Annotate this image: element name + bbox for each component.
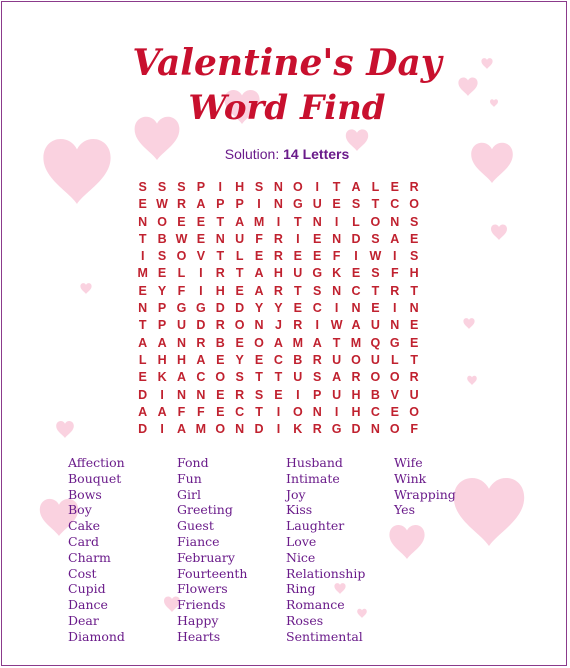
grid-letter: N	[138, 301, 148, 316]
grid-letter: N	[273, 180, 283, 194]
grid-letter: E	[409, 318, 419, 333]
grid-letter: A	[332, 370, 342, 385]
grid-letter: T	[332, 180, 341, 194]
grid-letter: T	[274, 370, 283, 385]
grid-letter: R	[273, 231, 283, 246]
grid-letter: C	[273, 352, 283, 367]
grid-letter: R	[409, 370, 419, 385]
grid-letter: W	[330, 318, 343, 333]
grid-letter: U	[409, 387, 419, 402]
grid-row	[133, 248, 424, 265]
grid-letter: N	[390, 318, 400, 333]
grid-letter: B	[157, 231, 167, 246]
grid-letter: F	[332, 249, 341, 264]
word-list-item: Guest	[177, 518, 214, 534]
grid-letter: E	[390, 180, 399, 194]
grid-letter: R	[409, 180, 419, 194]
word-list-item: Romance	[286, 597, 345, 613]
word-list-item: Wrapping	[394, 486, 456, 502]
grid-letter: A	[157, 404, 167, 419]
grid-letter: I	[160, 387, 164, 402]
grid-letter: E	[138, 283, 147, 298]
grid-letter: A	[196, 197, 206, 212]
grid-letter: G	[196, 301, 206, 316]
grid-row	[133, 335, 424, 352]
grid-letter: S	[313, 370, 322, 385]
word-column-2	[177, 455, 247, 645]
grid-letter: M	[253, 214, 265, 229]
grid-letter: D	[235, 301, 245, 316]
grid-letter: O	[215, 422, 226, 437]
grid-letter: F	[197, 404, 205, 419]
grid-letter: G	[312, 266, 323, 281]
word-list-item: Roses	[286, 612, 324, 628]
solution-line	[2, 146, 567, 162]
grid-letter: R	[215, 266, 225, 281]
page-frame	[1, 1, 567, 666]
word-list-item: Bouquet	[68, 470, 122, 486]
grid-letter: R	[176, 197, 186, 212]
grid-letter: K	[157, 370, 167, 385]
word-list-item: Boy	[68, 502, 92, 518]
grid-letter: V	[196, 249, 206, 264]
heart-icon	[454, 478, 524, 546]
grid-letter: O	[389, 422, 400, 437]
word-list-item: Card	[68, 533, 99, 549]
grid-letter: U	[293, 370, 303, 385]
solution-value: 14 Letters	[283, 146, 350, 162]
grid-letter: P	[216, 197, 225, 212]
grid-letter: U	[332, 352, 342, 367]
grid-letter: U	[370, 352, 380, 367]
word-list-item: Dear	[68, 612, 99, 628]
grid-letter: I	[296, 387, 300, 402]
word-list-item: Nice	[286, 549, 316, 565]
grid-letter: E	[235, 335, 244, 350]
grid-letter: C	[390, 197, 400, 212]
grid-row	[133, 421, 424, 438]
grid-letter: E	[157, 266, 167, 281]
grid-letter: G	[176, 301, 187, 316]
grid-letter: I	[393, 249, 397, 264]
grid-row	[133, 352, 424, 369]
grid-letter: I	[140, 249, 145, 264]
grid-letter: T	[371, 283, 380, 298]
grid-letter: B	[293, 352, 303, 367]
grid-letter: R	[351, 370, 361, 385]
word-list-item: Love	[286, 533, 317, 549]
grid-row	[133, 300, 424, 317]
grid-letter: E	[216, 387, 225, 402]
grid-letter: I	[199, 266, 203, 281]
grid-letter: A	[176, 422, 186, 437]
grid-letter: B	[370, 387, 380, 402]
word-list-item: Fun	[177, 470, 202, 486]
grid-letter: F	[177, 283, 186, 298]
heart-icon	[491, 225, 507, 240]
grid-letter: U	[312, 197, 322, 212]
grid-letter: E	[313, 231, 322, 246]
grid-letter: Y	[157, 283, 167, 298]
grid-letter: S	[235, 370, 244, 385]
grid-letter: C	[312, 301, 322, 316]
grid-letter: C	[351, 283, 361, 298]
grid-letter: W	[156, 197, 168, 212]
grid-letter: I	[393, 301, 397, 316]
grid-letter: I	[199, 283, 203, 298]
grid-row	[133, 404, 424, 421]
grid-letter: E	[254, 249, 264, 264]
grid-letter: S	[351, 197, 361, 212]
grid-letter: D	[351, 422, 361, 437]
grid-letter: F	[255, 231, 263, 246]
grid-letter: T	[255, 370, 263, 385]
grid-letter: O	[370, 214, 381, 229]
word-list-item: Laughter	[286, 518, 345, 534]
grid-letter: K	[293, 422, 303, 437]
grid-letter: T	[371, 197, 380, 212]
word-list-item: Happy	[177, 612, 219, 628]
grid-letter: C	[196, 370, 206, 385]
grid-letter: Q	[370, 335, 381, 350]
grid-letter: D	[196, 318, 206, 333]
grid-letter: E	[409, 335, 419, 350]
grid-letter: H	[157, 352, 167, 367]
grid-letter: M	[292, 335, 304, 350]
word-list-item: Husband	[286, 455, 343, 470]
grid-letter: N	[370, 422, 380, 437]
grid-letter: A	[176, 370, 186, 385]
grid-letter: E	[196, 231, 206, 246]
word-list-item: Wife	[394, 455, 423, 470]
grid-letter: E	[332, 197, 341, 212]
grid-letter: T	[294, 283, 302, 298]
grid-letter: W	[369, 249, 382, 264]
heart-icon	[467, 376, 477, 385]
word-list-item: Fourteenth	[177, 565, 248, 581]
grid-letter: D	[138, 387, 148, 402]
grid-row	[133, 265, 424, 282]
grid-letter: O	[157, 214, 167, 229]
word-list-item: Flowers	[177, 581, 228, 597]
grid-letter: E	[235, 283, 244, 298]
grid-letter: T	[294, 214, 302, 229]
grid-letter: R	[312, 352, 322, 367]
grid-letter: E	[351, 266, 361, 281]
grid-letter: H	[409, 266, 419, 281]
grid-letter: N	[254, 318, 264, 333]
grid-letter: L	[235, 249, 244, 264]
grid-letter: T	[410, 283, 418, 298]
grid-letter: S	[409, 214, 419, 229]
grid-letter: L	[177, 266, 186, 281]
word-list-item: Hearts	[177, 628, 221, 644]
grid-letter: R	[273, 283, 283, 298]
word-list-item: Joy	[286, 486, 306, 502]
grid-letter: Y	[254, 301, 264, 316]
grid-row	[133, 214, 424, 231]
grid-letter: L	[390, 352, 399, 367]
grid-letter: A	[351, 318, 361, 333]
word-list-item: Sentimental	[286, 628, 363, 644]
grid-letter: P	[157, 301, 167, 316]
grid-letter: N	[351, 301, 361, 316]
grid-letter: U	[370, 318, 380, 333]
solution-label: Solution:	[224, 146, 280, 162]
grid-letter: N	[176, 387, 186, 402]
letter-grid	[133, 179, 424, 438]
grid-letter: N	[312, 404, 322, 419]
grid-letter: S	[254, 180, 264, 194]
grid-letter: E	[138, 197, 147, 212]
grid-letter: E	[216, 352, 225, 367]
grid-letter: A	[138, 404, 148, 419]
word-list-item: Fond	[177, 455, 209, 470]
grid-letter: O	[292, 404, 303, 419]
grid-letter: G	[292, 197, 303, 212]
word-column-3	[286, 455, 365, 645]
grid-letter: P	[235, 197, 244, 212]
grid-letter: I	[296, 231, 300, 246]
grid-letter: O	[370, 370, 381, 385]
grid-letter: E	[254, 352, 264, 367]
grid-letter: D	[254, 422, 264, 437]
grid-letter: L	[138, 352, 147, 367]
grid-letter: E	[138, 370, 147, 385]
grid-letter: Y	[235, 352, 244, 367]
grid-letter: W	[175, 231, 188, 246]
grid-letter: Y	[274, 301, 283, 316]
grid-letter: M	[137, 266, 148, 281]
grid-letter: S	[371, 231, 380, 246]
grid-letter: C	[235, 404, 245, 419]
grid-letter: L	[352, 214, 360, 229]
grid-letter: E	[409, 231, 419, 246]
grid-letter: N	[235, 422, 245, 437]
grid-letter: H	[215, 283, 225, 298]
grid-letter: O	[409, 197, 420, 212]
grid-row	[133, 231, 424, 248]
word-list-item: Cost	[68, 565, 97, 581]
grid-letter: E	[371, 301, 380, 316]
grid-letter: R	[235, 387, 245, 402]
grid-letter: E	[177, 214, 186, 229]
grid-letter: T	[138, 318, 147, 333]
grid-letter: S	[157, 180, 167, 194]
heart-icon	[56, 421, 74, 438]
grid-letter: H	[351, 387, 361, 402]
grid-letter: B	[215, 335, 225, 350]
grid-letter: M	[195, 422, 207, 437]
grid-letter: S	[138, 180, 147, 194]
grid-letter: T	[216, 249, 225, 264]
grid-letter: D	[138, 422, 148, 437]
word-column-4	[394, 455, 456, 518]
grid-letter: O	[234, 318, 245, 333]
grid-letter: M	[350, 335, 362, 350]
heart-icon	[463, 318, 474, 329]
grid-letter: V	[390, 387, 399, 402]
word-list-item: Diamond	[68, 628, 125, 644]
grid-row	[133, 196, 424, 213]
grid-letter: A	[138, 335, 148, 350]
heart-icon	[389, 525, 424, 559]
grid-letter: O	[215, 370, 226, 385]
grid-letter: H	[273, 266, 283, 281]
word-column-1	[68, 455, 125, 645]
grid-letter: O	[389, 370, 400, 385]
grid-row	[133, 387, 424, 404]
grid-letter: I	[160, 422, 164, 437]
grid-letter: F	[390, 266, 399, 281]
grid-letter: N	[312, 214, 322, 229]
grid-letter: P	[313, 387, 322, 402]
grid-letter: I	[276, 214, 281, 229]
grid-letter: A	[351, 180, 361, 194]
grid-letter: D	[215, 301, 225, 316]
grid-letter: N	[138, 214, 148, 229]
title-line-1: Valentine's Day	[132, 42, 442, 84]
word-list-item: Relationship	[286, 565, 366, 581]
grid-letter: T	[410, 352, 418, 367]
grid-letter: I	[257, 197, 261, 212]
grid-letter: U	[176, 318, 186, 333]
word-list-item: Fiance	[177, 533, 220, 549]
grid-letter: T	[235, 266, 244, 281]
grid-letter: S	[409, 249, 419, 264]
grid-letter: R	[312, 422, 322, 437]
grid-letter: R	[196, 335, 206, 350]
heart-icon	[80, 283, 91, 294]
grid-letter: J	[274, 318, 282, 333]
grid-letter: I	[315, 318, 319, 333]
grid-letter: I	[334, 404, 339, 419]
grid-letter: S	[254, 387, 264, 402]
grid-letter: T	[216, 214, 225, 229]
grid-letter: N	[215, 231, 225, 246]
grid-letter: N	[332, 283, 342, 298]
grid-row	[133, 179, 424, 196]
word-list-item: Ring	[286, 581, 316, 597]
grid-letter: S	[177, 180, 186, 194]
grid-letter: S	[157, 249, 167, 264]
grid-letter: I	[334, 214, 339, 229]
grid-letter: A	[157, 335, 167, 350]
grid-letter: F	[410, 422, 418, 437]
title-line-2: Word Find	[188, 88, 386, 128]
grid-letter: O	[254, 335, 264, 350]
grid-letter: A	[390, 231, 400, 246]
grid-letter: A	[273, 335, 283, 350]
grid-letter: R	[390, 283, 400, 298]
grid-letter: A	[312, 335, 322, 350]
grid-letter: H	[235, 180, 245, 194]
grid-letter: C	[370, 404, 380, 419]
grid-letter: O	[409, 404, 420, 419]
word-list-item: Friends	[177, 597, 226, 613]
word-list-item: Cupid	[68, 581, 106, 597]
word-list-item: Girl	[177, 486, 201, 502]
grid-letter: R	[293, 318, 303, 333]
grid-letter: E	[216, 404, 225, 419]
grid-letter: I	[334, 301, 339, 316]
grid-letter: H	[351, 404, 361, 419]
grid-letter: F	[177, 404, 186, 419]
grid-letter: I	[276, 422, 281, 437]
grid-letter: R	[215, 318, 225, 333]
grid-letter: N	[196, 387, 206, 402]
grid-letter: U	[293, 266, 303, 281]
grid-letter: D	[351, 231, 361, 246]
grid-letter: R	[273, 249, 283, 264]
grid-letter: N	[390, 214, 400, 229]
grid-letter: U	[332, 387, 342, 402]
word-list-item: Greeting	[177, 502, 233, 518]
grid-letter: L	[371, 180, 380, 194]
grid-letter: I	[354, 249, 358, 264]
grid-letter: O	[351, 352, 361, 367]
word-list-item: February	[177, 549, 235, 565]
grid-letter: U	[235, 231, 245, 246]
grid-row	[133, 317, 424, 334]
grid-letter: G	[331, 422, 342, 437]
grid-letter: E	[293, 249, 302, 264]
grid-letter: A	[196, 352, 206, 367]
grid-letter: S	[371, 266, 380, 281]
grid-letter: E	[293, 301, 302, 316]
grid-letter: T	[255, 404, 263, 419]
grid-letter: H	[176, 352, 186, 367]
grid-row	[133, 369, 424, 386]
word-list-item: Yes	[394, 502, 415, 518]
grid-letter: I	[218, 180, 222, 194]
grid-letter: P	[157, 318, 167, 333]
grid-letter: N	[409, 301, 419, 316]
grid-letter: I	[276, 404, 281, 419]
grid-letter: T	[138, 231, 147, 246]
grid-letter: O	[176, 249, 187, 264]
word-list-item: Intimate	[286, 470, 340, 486]
grid-letter: A	[254, 266, 264, 281]
word-list-item: Bows	[68, 486, 102, 502]
word-list-item: Affection	[68, 455, 125, 470]
grid-letter: K	[332, 266, 342, 281]
grid-letter: O	[292, 180, 303, 194]
grid-letter: T	[332, 335, 341, 350]
grid-letter: P	[196, 180, 206, 194]
word-list-item: Dance	[68, 597, 108, 613]
word-list-item: Kiss	[286, 502, 313, 518]
grid-letter: E	[274, 387, 283, 402]
grid-letter: I	[315, 180, 319, 194]
grid-letter: S	[313, 283, 322, 298]
grid-letter: N	[332, 231, 342, 246]
word-list-item: Cake	[68, 518, 100, 534]
grid-letter: A	[254, 283, 264, 298]
grid-letter: A	[235, 214, 245, 229]
grid-letter: E	[313, 249, 322, 264]
grid-letter: N	[176, 335, 186, 350]
grid-letter: E	[196, 214, 206, 229]
grid-row	[133, 283, 424, 300]
grid-letter: N	[273, 197, 283, 212]
grid-letter: E	[390, 404, 399, 419]
grid-letter: G	[389, 335, 400, 350]
word-list-item: Wink	[394, 470, 427, 486]
word-list-item: Charm	[68, 549, 111, 565]
